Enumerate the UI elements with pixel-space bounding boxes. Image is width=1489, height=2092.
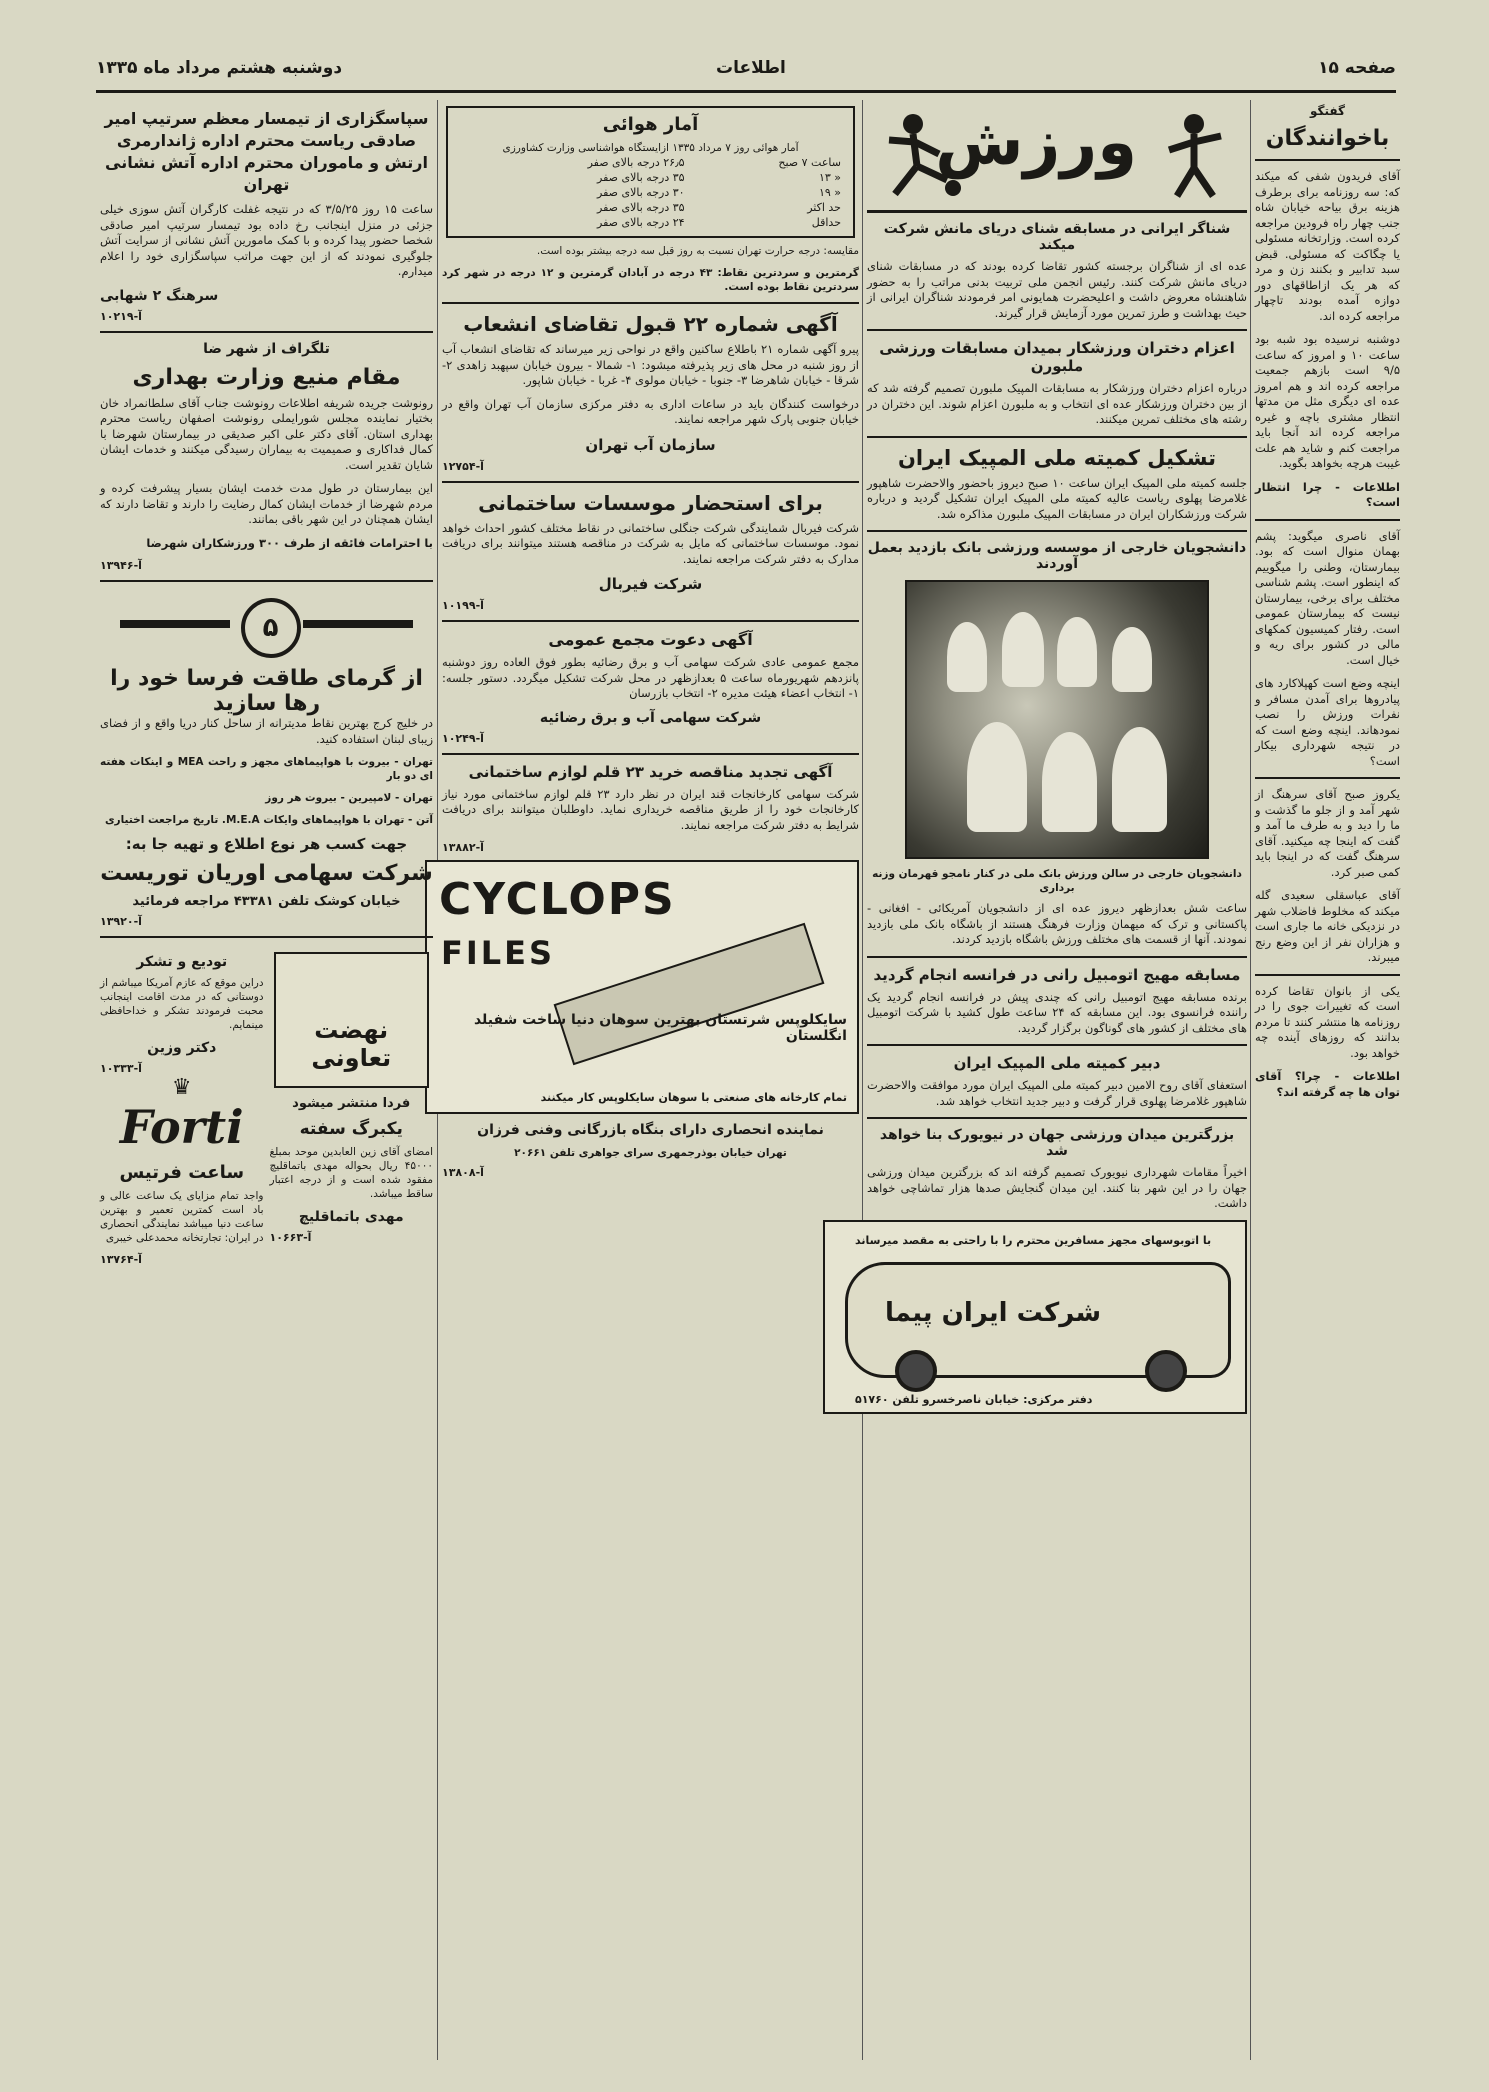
visit-text: ساعت شش بعدازظهر دیروز عده ای از دانشجویان آمریکائی - افغانی - پاکستانی و ترک که میهمان وزارت فرهنگ هستند از باشگاه بانک ملی بازدید نمودند. آنها از قسمت های مختلف ورزش باشگاه بازدید کردند. xyxy=(867,901,1247,946)
readers-letter-3: آقای ناصری میگوید: پشم بهمان منوال است که بود. بیمارستان، وطنی را میگوییم که اینطور است. پشم شناسی مختلف برای برخی، بیمارستان نیست که بیمارستان عمومی است. رفتار کمیسیون کمکهای مالی در کشور برای ریه و خیال است. xyxy=(1255,528,1400,667)
readers-letter-4: اینچه وضع است کهپلاکارد های پیادروها برای آمدن مسافر و نفرات ورزش را نصب نمودهاند. اینچه وضع است که در نتیجه شهرداری بیکار است؟ xyxy=(1255,676,1400,768)
readers-subhead: گفتگو xyxy=(1309,104,1345,118)
bus-ad-top: با اتوبوسهای مجهز مسافرین محترم را با راحتی به مقصد میرساند xyxy=(855,1233,1212,1247)
nehzat-ad xyxy=(274,952,430,1088)
nehzat-soon: فردا منتشر میشود xyxy=(292,1096,411,1111)
readers-letter-6: آقای عباسقلی سعیدی گله میکند که مخلوط فاضلاب شهر در نزدیکی خانه ما جاری است و هزاران نفر از این وضع رنج میبرند. xyxy=(1255,888,1400,964)
thanks-ref: آ-۱۰۲۱۹ xyxy=(100,309,142,323)
olympic-heading: تشکیل کمیته ملی المپیک ایران xyxy=(897,445,1217,470)
ministry-sign: با احترامات فائقه از طرف ۳۰۰ ورزشکاران شهرضا xyxy=(146,535,433,550)
bus-ad-bottom: دفتر مرکزی: خیابان ناصرخسرو تلفن ۵۱۷۶۰ xyxy=(855,1392,1093,1406)
olympic-text: جلسه کمیته ملی المپیک ایران ساعت ۱۰ صبح دیروز باحضور والاحضرت شاهپور غلامرضا پهلوی ریاست عالیه کمیته ملی المپیک ایران تشکیل گردید و درباره شرکت ورزشکاران ایران در مسابقات المپیک ملبورن مذاکره شد. xyxy=(867,475,1247,521)
tour-company-ref: آ-۱۳۹۲۰ xyxy=(100,915,142,928)
info-heading: جهت کسب هر نوع اطلاع و تهیه جا به: xyxy=(125,835,408,853)
swim-heading: شناگر ایرانی در مسابقه شنای دریای مانش شرکت میکند xyxy=(883,221,1231,253)
photo-heading: دانشجویان خارجی از موسسه ورزشی بانک بازدید بعمل آوردند xyxy=(867,540,1247,572)
airline-emblem-icon: ۵ xyxy=(241,598,301,658)
table-row: « ۱۳ ۳۵ درجه بالای صفر xyxy=(597,171,841,184)
sports-banner xyxy=(867,100,1247,213)
telegram-heading: تلگراف از شهر ضا xyxy=(203,340,330,357)
photo-caption: دانشجویان خارجی در سالن ورزش بانک ملی در کنار نامجو قهرمان وزنه برداری xyxy=(872,868,1242,894)
ministry-text-2: این بیمارستان در طول مدت خدمت ایشان بسیار پیشرفت کرده و مردم شهرضا از خدمات ایشان کمال رضایت را دارند و تقاضا دارند که ایشان همچنان در این شهر باقی بمانند. xyxy=(100,481,433,526)
weather-box xyxy=(446,106,855,238)
assembly-ad-text: مجمع عمومی عادی شرکت سهامی آب و برق رضائیه بطور فوق العاده روز دوشنبه پانزدهم شهریورماه ساعت ۵ بعدازظهر در محل شرکت تشکیل میگردد. دستور جلسه: ۱- انتخاب اعضاء هیئت مدیره ۲- انتخاب بازرسان xyxy=(442,655,859,700)
promissory-ref: آ-۱۰۶۶۳ xyxy=(269,1231,312,1244)
promissory-text: امضای آقای زین العابدین موحد بمبلغ ۴۵۰۰۰ ریال بحواله مهدی باتماقلیچ مفقود شده است و از درجه اعتبار ساقط میباشد. xyxy=(269,1146,433,1200)
flight-item: تهران - لامپیرین - بیروت هر روز xyxy=(265,792,433,804)
readers-end: اطلاعات - چرا؟ آقای توان ها چه گرفته اند؟ xyxy=(1255,1069,1400,1099)
table-row: حد اکثر ۳۵ درجه بالای صفر xyxy=(597,201,841,214)
assembly-ad-sign: شرکت سهامی آب و برق رضائیه xyxy=(539,709,762,726)
girls-heading: اعزام دختران ورزشکار بمیدان مسابقات ورزشی ملبورن xyxy=(879,339,1235,375)
cyclops-agent: نماینده انحصاری دارای بنگاه بازرگانی وفنی فرزان xyxy=(477,1122,824,1138)
forti-text: واجد تمام مزایای یک ساعت عالی و باد است کمترین تعمیر و بهترین ساعت دنیا میباشد نمایندگی انحصاری در ایران: تجارتخانه محمدعلی خیبری xyxy=(100,1190,264,1244)
notices-column xyxy=(96,100,437,2060)
secretary-heading: دبیر کمیته ملی المپیک ایران xyxy=(953,1054,1161,1072)
assembly-ad-ref: آ-۱۰۲۴۹ xyxy=(442,731,484,745)
ministry-text: رونوشت جریده شریفه اطلاعات رونوشت جناب آقای سلطانمراد خان بختیار نماینده مجلس شورایملی رونوشت اصفهان ریاست محترم بهداری استان. آقای دکتر علی اکبر صدیقی در بیمارستان شهرضا با کمال فداکاری و صمیمیت به بیماران رسیدگی میکنند و خدمات ایشان شایان تقدیر است. xyxy=(100,395,433,472)
farewell-heading: تودیع و تشکر xyxy=(136,954,228,970)
bus-ad-title: شرکت ایران پیما xyxy=(885,1297,1102,1328)
construction-ad-sign: شرکت فیربال xyxy=(598,575,703,593)
weather-subtitle: آمار هوائی روز ۷ مرداد ۱۳۳۵ ازایستگاه هواشناسی وزارت کشاورزی xyxy=(502,142,799,154)
issue-date: دوشنبه هشتم مرداد ماه ۱۳۳۵ xyxy=(96,58,343,78)
cyclops-line: تمام کارخانه های صنعتی با سوهان سایکلوپس کار میکنند xyxy=(540,1091,847,1104)
construction-ad-text: شرکت فیربال شمایندگی شرکت جنگلی ساختمانی در نقاط مختلف کشور احداث خواهد نمود. موسسات ساختمانی که مایل به شرکت در مناقصه هستند میتوانند برای دریافت مدارک به دفتر شرکت مراجعه نمایند. xyxy=(442,520,859,566)
readers-letter-2: دوشنبه نرسیده بود شبه بود ساعت ۱۰ و امروز که ساعت ۹/۵ است بازهم جمعیت مراجعه کرده اند و هم امروز عده ای دیگری مثل من مدتها انتظار مشتری باچه و غیره مراجعه کرده اند آنجا باید مراجعت کنم و شاید هم علت غیبت هرچه بخواهد بگوید. xyxy=(1255,332,1401,470)
iran-peyma-bus-ad xyxy=(823,1220,1247,1414)
ads-column xyxy=(437,100,863,2060)
sports-column xyxy=(855,100,1251,2060)
bus-wheel xyxy=(1145,1350,1187,1392)
tour-company-address: خیابان کوشک تلفن ۴۳۳۸۱ مراجعه فرمائید xyxy=(132,894,401,909)
heat-ad-text: در خلیج کرج بهترین نقاط مدیترانه از ساحل کنار دریا واقع و از فضای زیبای لبنان استفاده کنید. xyxy=(100,716,433,746)
weather-title: آمار هوائی xyxy=(602,114,699,135)
swim-text: عده ای از شناگران برجسته کشور تقاضا کرده بودند که در مسابقات شنای دریای مانش شرکت کنند. رئیس انجمن ملی تربیت بدنی مراتب را به حضور شاهنشاه معروض داشت و اعلیحضرت همایونی امر فرمودند شناگران ایرانی از حیث بهداشت و طرز تمرین مورد آزمایش قرار گیرند. xyxy=(867,259,1247,320)
readers-letter-7: یکی از بانوان تقاضا کرده است که تغییرات جوی را در روزنامه ها منتشر کنند تا مردم بدانند که روزهای آینده چه خواهد بود. xyxy=(1255,983,1400,1060)
thanks-sign: سرهنگ ۲ شهابی xyxy=(100,287,219,304)
assembly-ad-title: آگهی دعوت مجمع عمومی xyxy=(548,630,753,649)
tender-ad-text: شرکت سهامی کارخانجات قند ایران در نظر دارد ۲۳ قلم لوازم ساختمانی مورد نیاز کارخانجات خود را از طریق مناقصه خریداری نماید. داوطلبان میتوانند برای دریافت شرایط به دفتر شرکت مراجعه نمایند. xyxy=(442,786,859,832)
table-row: حداقل ۲۴ درجه بالای صفر xyxy=(597,216,841,229)
construction-ad-title: برای استحضار موسسات ساختمانی xyxy=(478,490,823,515)
water-ad-ref: آ-۱۲۷۵۴ xyxy=(442,459,484,473)
ministry-heading: مقام منیع وزارت بهداری xyxy=(132,364,401,390)
athletes-photo xyxy=(905,580,1209,859)
cyclops-address: تهران خیابان بوذرجمهری سرای جواهری تلفن ۲۰۶۶۱ xyxy=(514,1147,787,1159)
weather-table xyxy=(456,155,845,230)
race-heading: مسابقه مهیج اتومبیل رانی در فرانسه انجام گردید xyxy=(873,965,1241,984)
weather-comparison: مقایسه: درجه حرارت تهران نسبت به روز قبل سه درجه بیشتر بوده است. xyxy=(536,245,859,257)
page-number: صفحه ۱۵ xyxy=(1318,58,1396,78)
airline-wings-logo xyxy=(100,590,433,660)
boxer-icon xyxy=(1149,110,1239,200)
water-ad-sign: سازمان آب تهران xyxy=(585,435,716,454)
hottest-coldest: گرمترین و سردترین نقاط: ۴۳ درجه در آبادان گرمترین و ۱۲ درجه در شهر کرد سردترین نقاط بوده است. xyxy=(442,267,859,293)
cyclops-brand: CYCLOPS xyxy=(439,874,676,925)
bus-wheel xyxy=(895,1350,937,1392)
forti-ref: آ-۱۳۷۶۴ xyxy=(100,1253,142,1266)
promissory-sign: مهدی باتماقلیچ xyxy=(298,1209,404,1225)
ny-text: اخیراً مقامات شهرداری نیویورک تصمیم گرفته اند که بزرگترین میدان ورزشی جهان را در این شهر بنا کنند. این میدان گنجایش صدها هزار تماشاچی خواهد داشت. xyxy=(867,1165,1247,1210)
crown-icon: ♛ xyxy=(171,1075,192,1100)
nehzat-title: نهضت تعاونی xyxy=(311,1016,392,1072)
construction-ad-ref: آ-۱۰۱۹۹ xyxy=(442,599,484,612)
water-ad-text: پیرو آگهی شماره ۲۱ باطلاع ساکنین واقع در نواحی زیر میرساند که تقاضای انشعاب آب از روز شنبه در محل های زیر پذیرفته میشود: ۱- شمالا - بیرون خیابان سپهبد زاهدی ۲- شرقا - خیابان شاهرضا ۳- جنوبا - خیابان مولوی ۴- غربا - خیابان شاپور. xyxy=(442,342,859,387)
water-ad-text-2: درخواست کنندگان باید در ساعات اداری به دفتر مرکزی سازمان آب تهران واقع در خیابان جنوبی پارک شهر مراجعه نمایند. xyxy=(442,396,859,426)
tour-company: شرکت سهامی اوریان توریست xyxy=(100,861,433,886)
tender-ad-ref: آ-۱۳۸۸۲ xyxy=(442,841,484,854)
farewell-sign: دکتر وزین xyxy=(147,1040,217,1056)
table-row: ساعت ۷ صبح ۲۶٫۵ درجه بالای صفر xyxy=(587,156,841,169)
masthead xyxy=(96,50,1396,93)
cyclops-files-ad xyxy=(425,860,859,1114)
tender-ad-title: آگهی تجدید مناقصه خرید ۲۳ قلم لوازم ساختمانی xyxy=(468,762,833,781)
readers-reply: اطلاعات - چرا انتظار است؟ xyxy=(1255,479,1400,509)
girls-text: درباره اعزام دختران ورزشکار به مسابقات المپیک ملبورن تصمیم گرفته شد که از بین دختران ورزشکار عده ای انتخاب و به ملبورن اعزام شوند. این دختران در رشته های مختلف تمرین میکنند. xyxy=(867,381,1247,426)
flight-item: آتن - تهران با هواپیماهای وایکات M.E.A. تاریخ مراجعت اختیاری xyxy=(104,814,433,826)
bottom-left-ads xyxy=(270,946,434,1266)
thanks-heading: سپاسگزاری از تیمسار معظم سرتیپ امیر صادقی ریاست محترم اداره ژاندارمری ارتش و ماموران محترم اداره آتش نشانی تهران xyxy=(104,109,429,194)
bottom-right-ads xyxy=(100,946,264,1266)
forti-heading: ساعت فرتیس xyxy=(119,1162,245,1183)
readers-letter-5: یکروز صبح آقای سرهنگ از شهر آمد و از جلو ما گذشت و ما را دید و به طرف ما آمد و گفت که اینجا چه میکنید. آقای سرهنگ گفت که در اینجا باید کمی صبر کرد. xyxy=(1255,787,1400,879)
table-row: « ۱۹ ۳۰ درجه بالای صفر xyxy=(597,186,841,199)
cyclops-files: FILES xyxy=(441,934,556,972)
ministry-ref: آ-۱۳۹۴۶ xyxy=(100,559,142,572)
readers-heading: باخوانندگان xyxy=(1265,126,1390,151)
readers-letter-1: آقای فریدون شفی که میکند که: سه روزنامه برای برطرف هزینه برق بیاحه خیابان شاه جنب چهار راه فرودین مراجعه کرده است. وزارتخانه مسئولی یا چگاکت که مسئولی. قبض سبد تدابیر و بکنند زن و مرد که هر یک ازاطاقهای دور دوازه آمده بودند تاچهار مراجعه کرده اند. xyxy=(1255,169,1400,323)
bottom-ads xyxy=(100,946,433,1266)
paper-name: اطلاعات xyxy=(716,58,786,78)
water-ad-title: آگهی شماره ۲۲ قبول تقاضای انشعاب xyxy=(463,312,838,336)
promissory-heading: یکبرگ سفته xyxy=(299,1119,403,1139)
heat-ad-title: از گرمای طاقت فرسا خود را رها سازید xyxy=(110,666,423,716)
readers-column xyxy=(1250,100,1404,2060)
farewell-ref: آ-۱۰۳۳۳ xyxy=(100,1062,142,1075)
thanks-text: ساعت ۱۵ روز ۳/۵/۲۵ که در نتیجه غفلت کارگران آتش سوزی خیلی جزئی در منزل اینجانب رخ داده بود تیمسار سرتیپ امیر صادقی شخصا حضور پیدا کرده و با کمک مامورین آتش نشانی از سرایت آتش جلوگیری نمودند که از این جهت مراتب سپاسگزاری خود را اعلام میدارم. xyxy=(100,202,433,278)
ny-heading: بزرگترین میدان ورزشی جهان در نیویورک بنا خواهد شد xyxy=(879,1127,1235,1159)
forti-logo: Forti xyxy=(119,1100,244,1154)
cyclops-ref: آ-۱۳۸۰۸ xyxy=(442,1166,484,1179)
farewell-text: دراین موقع که عازم آمریکا میباشم از دوستانی که در مدت اقامت اینجانب محبت فرمودند تشکر و خداحافظی مینمایم. xyxy=(100,977,264,1031)
footballer-icon xyxy=(873,110,963,200)
secretary-text: استعفای آقای روح الامین دبیر کمیته ملی المپیک ایران مورد موافقت والاحضرت شاهپور غلامرضا پهلوی قرار گرفت و دبیر جدید انتخاب خواهد شد. xyxy=(867,1078,1247,1108)
sports-title: ورزش xyxy=(935,106,1137,180)
cyclops-persian: سایکلوپس شرتستان بهترین سوهان دنیا ساخت شفیلد انگلستان xyxy=(473,1012,847,1044)
race-text: برنده مسابقه مهیج اتومبیل رانی که چندی پیش در فرانسه انجام گردید یک راننده فرانسوی بود. این مسابقه که ۲۴ ساعت طول کشید با شرکت اتومبیل های مختلف از کشور های گوناگون برگزار گردید. xyxy=(867,989,1248,1035)
flight-item: تهران - بیروت با هواپیماهای مجهز و راحت MEA و اینکات هفته ای دو بار xyxy=(100,756,433,782)
